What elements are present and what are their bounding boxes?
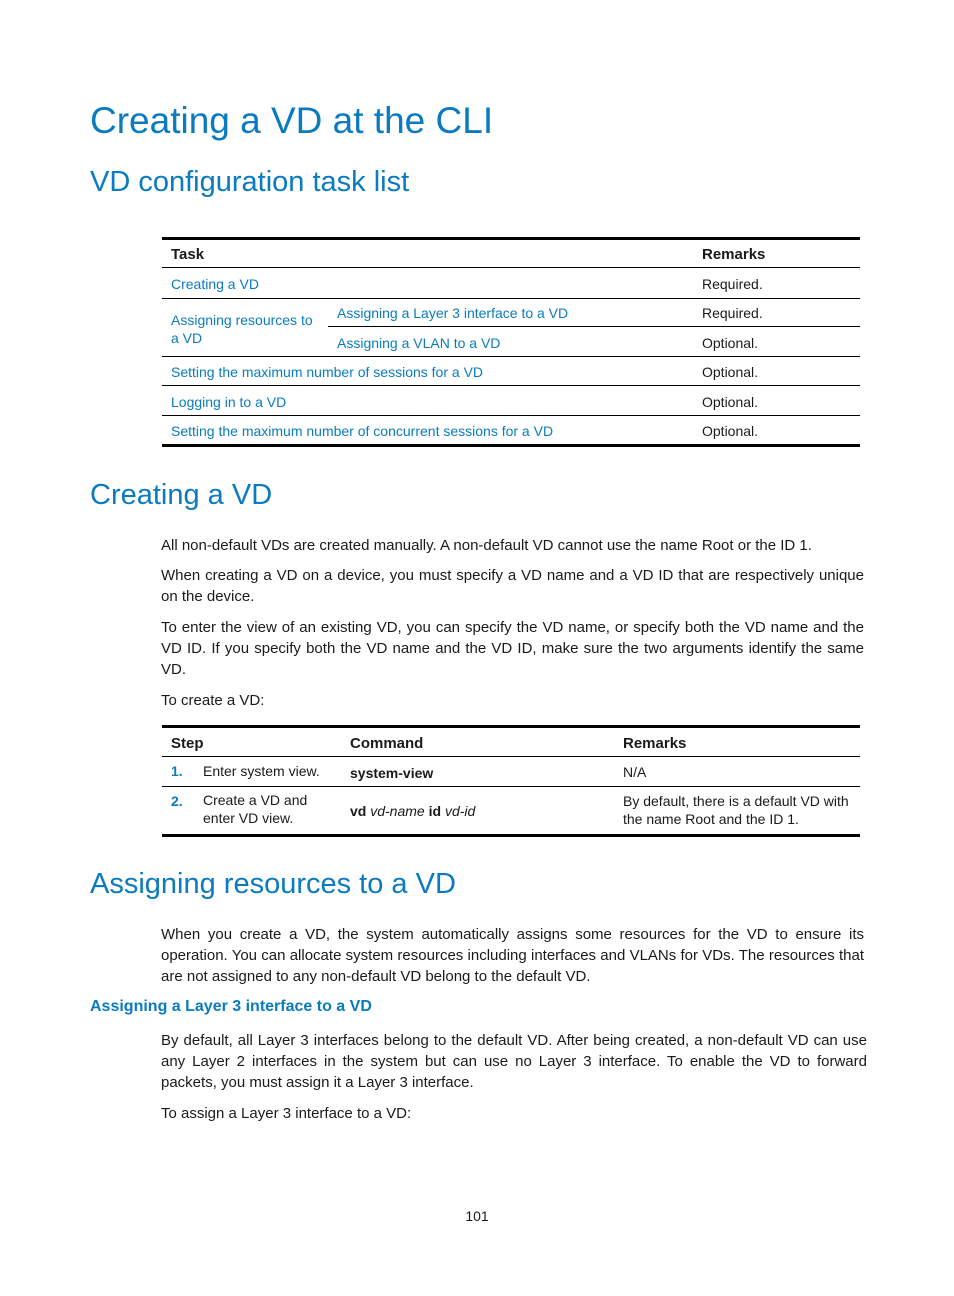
task-link-assigning-resources[interactable]: Assigning resources to a VD xyxy=(171,312,313,346)
task-link-creating-vd[interactable]: Creating a VD xyxy=(171,276,259,292)
paragraph: By default, all Layer 3 interfaces belong to the default VD. After being created, a non-default VD can use any Layer 2 interfaces in the system but can use no Layer 3 interface. To enable the VD to forward packets, you must assign it a Layer 3 interface. xyxy=(161,1032,867,1091)
section-heading-creating-vd: Creating a VD xyxy=(90,479,273,511)
paragraph: All non-default VDs are created manually. A non-default VD cannot use the name Root or the ID 1. xyxy=(161,537,812,554)
create-vd-steps-table xyxy=(162,725,860,839)
task-link-logging-in[interactable]: Logging in to a VD xyxy=(171,394,287,410)
remarks-cell: Optional. xyxy=(702,423,759,439)
task-link-max-sessions[interactable]: Setting the maximum number of sessions for a VD xyxy=(171,364,484,380)
subsection-heading-layer3-interface: Assigning a Layer 3 interface to a VD xyxy=(90,998,372,1015)
column-header-step: Step xyxy=(171,735,204,752)
subtask-link-vlan[interactable]: Assigning a VLAN to a VD xyxy=(337,335,501,351)
column-header-remarks: Remarks xyxy=(623,735,687,752)
column-header-remarks: Remarks xyxy=(702,246,766,263)
paragraph: To enter the view of an existing VD, you can specify the VD name, or specify both the VD name and the VD ID. If you specify both the VD name and the VD ID, make sure the two arguments identify the same VD. xyxy=(161,619,864,678)
section-heading-assigning-resources: Assigning resources to a VD xyxy=(90,868,456,900)
step-number: 2. xyxy=(171,793,183,809)
paragraph: To assign a Layer 3 interface to a VD: xyxy=(161,1105,412,1122)
task-list-table xyxy=(162,237,860,449)
remarks-cell: N/A xyxy=(623,764,647,780)
subtask-link-layer3-interface[interactable]: Assigning a Layer 3 interface to a VD xyxy=(337,305,569,321)
remarks-cell: By default, there is a default VD with the name Root and the ID 1. xyxy=(623,793,849,827)
step-description: Enter system view. xyxy=(203,763,320,779)
page-number: 101 xyxy=(465,1208,489,1224)
task-link-max-concurrent-sessions[interactable]: Setting the maximum number of concurrent sessions for a VD xyxy=(171,423,554,439)
section-heading-task-list: VD configuration task list xyxy=(90,166,410,198)
remarks-cell: Required. xyxy=(702,276,763,292)
paragraph: To create a VD: xyxy=(161,692,265,709)
remarks-cell: Optional. xyxy=(702,364,759,380)
paragraph: When creating a VD on a device, you must specify a VD name and a VD ID that are respectively unique on the device. xyxy=(161,567,864,605)
paragraph: When you create a VD, the system automatically assigns some resources for the VD to ensure its operation. You can allocate system resources including interfaces and VLANs for VDs. The resources that are not assigned to any non-default VD belong to the default VD. xyxy=(161,926,864,985)
remarks-cell: Optional. xyxy=(702,394,759,410)
command-cell: system-view xyxy=(350,765,434,781)
remarks-cell: Required. xyxy=(702,305,763,321)
column-header-command: Command xyxy=(350,735,424,752)
page-title: Creating a VD at the CLI xyxy=(90,100,494,141)
step-number: 1. xyxy=(171,763,183,779)
step-description: Create a VD and enter VD view. xyxy=(203,792,308,826)
remarks-cell: Optional. xyxy=(702,335,759,351)
command-cell: vd vd-name id vd-id xyxy=(350,803,476,819)
column-header-task: Task xyxy=(171,246,205,263)
